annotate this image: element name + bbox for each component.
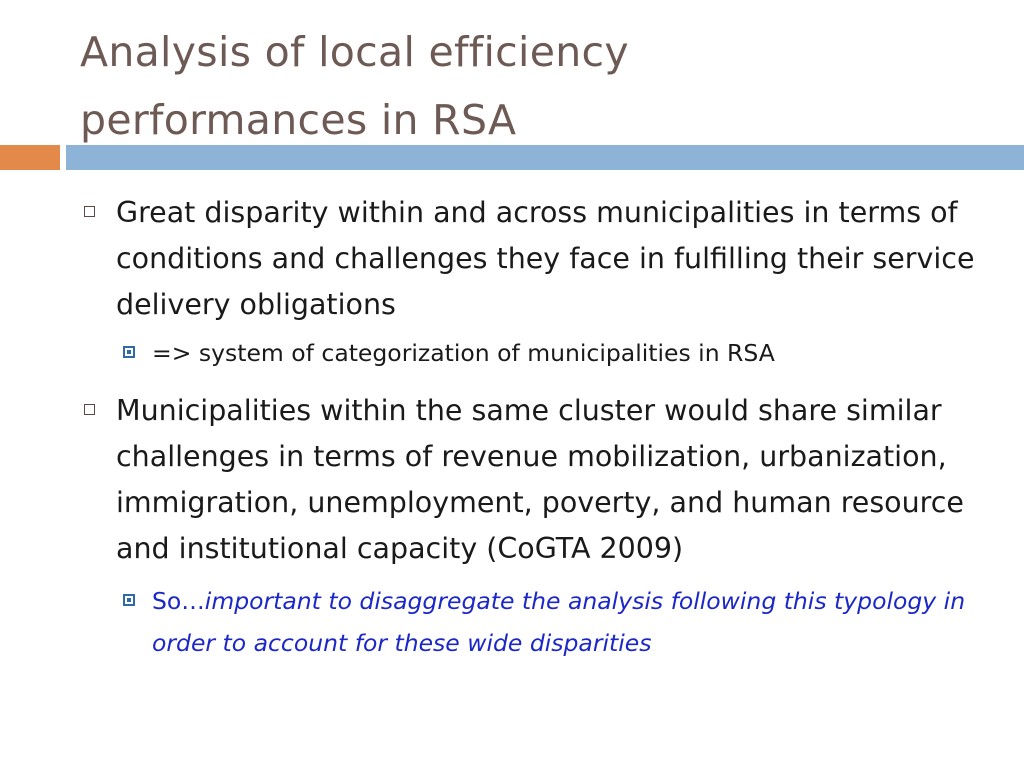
slide-body [80,190,980,670]
bullet-item-1 [80,190,980,328]
title-accent-bar-orange [0,145,60,170]
sub-bullet-item-1 [80,332,980,374]
hollow-square-bullet-icon [84,404,95,415]
square-bullet-icon [123,346,135,358]
slide-title-line-2: performances in RSA [80,96,517,144]
square-bullet-icon [123,594,135,606]
slide-title-line-1: Analysis of local efficiency [80,28,629,76]
hollow-square-bullet-icon [84,206,95,217]
bullet-text-1: Great disparity within and across municipalities in terms of conditions and challenges they face in fulfilling their service delivery obligations [116,196,975,321]
sub-bullet-lead-2: So… [152,587,205,615]
title-accent-bar-blue [66,145,1024,170]
sub-bullet-item-2 [80,580,980,664]
sub-bullet-text-1: => system of categorization of municipalities in RSA [152,339,775,367]
bullet-text-2: Municipalities within the same cluster would share similar challenges in terms of revenue mobilization, urbanization, immigration, unemployment, poverty, and human resource and institutional capacity (CoGTA 2009) [116,394,964,565]
bullet-item-2 [80,388,980,572]
slide-title [80,18,980,154]
sub-bullet-text-2: important to disaggregate the analysis following this typology in order to account for these wide disparities [152,587,966,657]
